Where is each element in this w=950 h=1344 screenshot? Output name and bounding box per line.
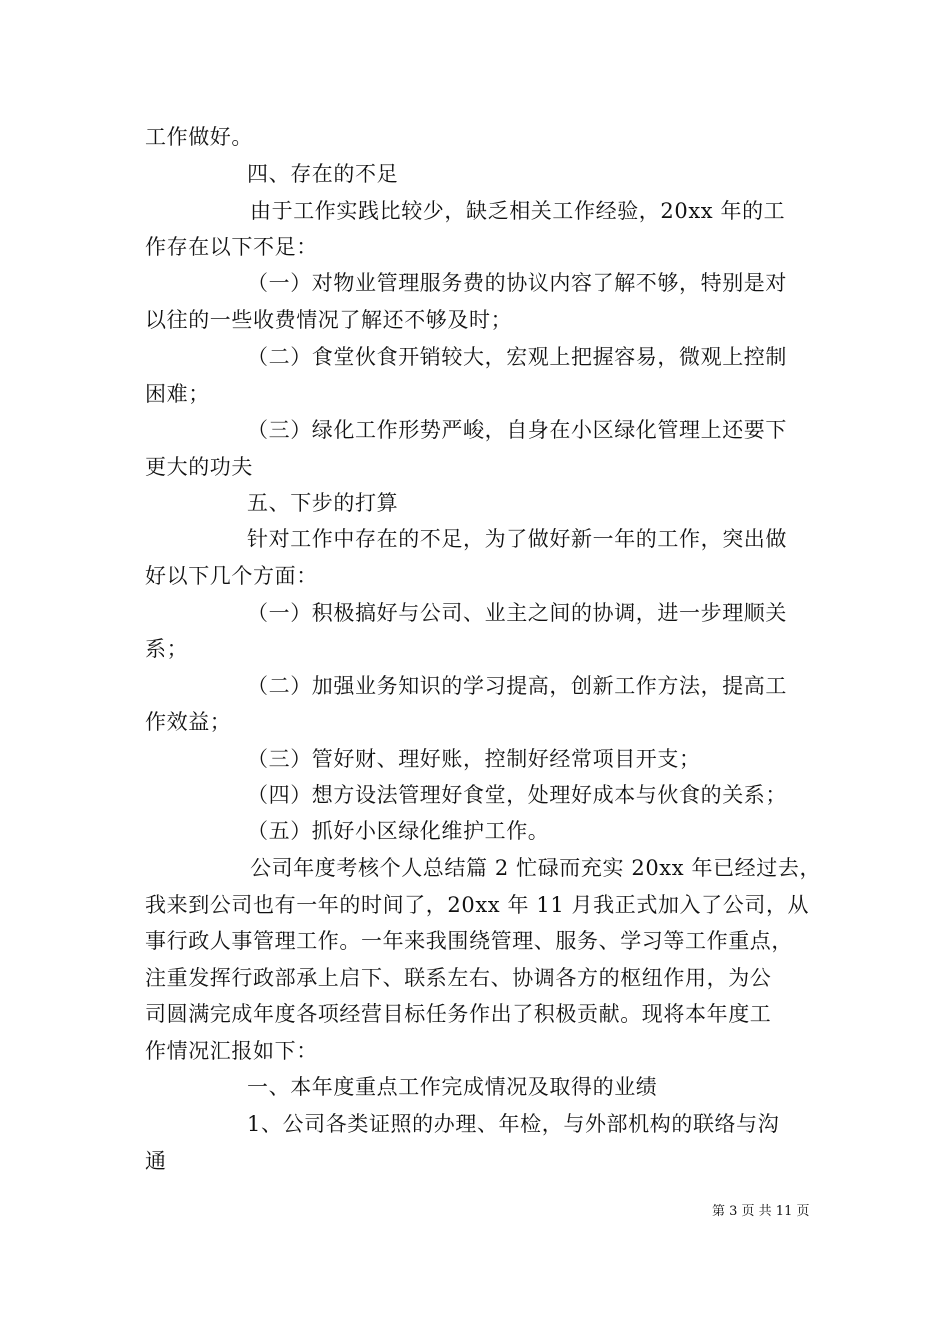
text-line: 工作做好。: [145, 125, 253, 149]
list-item: （三）管好财、理好账，控制好经常项目开支；: [247, 747, 701, 771]
text-line: 事行政人事管理工作。一年来我围绕管理、服务、学习等工作重点，: [145, 929, 793, 953]
text-line: 系；: [145, 637, 189, 661]
page-number-footer: 第 3 页 共 11 页: [712, 1204, 810, 1219]
section-heading-deficiencies: 四、存在的不足: [247, 162, 399, 186]
list-item: （一）对物业管理服务费的协议内容了解不够，特别是对: [247, 271, 787, 295]
text-line: 针对工作中存在的不足，为了做好新一年的工作，突出做: [247, 527, 787, 551]
section-heading-next-steps: 五、下步的打算: [247, 491, 399, 515]
text-line: 我来到公司也有一年的时间了，20xx 年 11 月我正式加入了公司，从: [145, 893, 810, 917]
text-line: 通: [145, 1149, 167, 1173]
text-line: 公司年度考核个人总结篇 2 忙碌而充实 20xx 年已经过去，: [250, 856, 822, 880]
list-item: （二）食堂伙食开销较大，宏观上把握容易，微观上控制: [247, 345, 787, 369]
list-item: （五）抓好小区绿化维护工作。: [247, 819, 550, 843]
text-line: 好以下几个方面：: [145, 564, 318, 588]
text-line: 注重发挥行政部承上启下、联系左右、协调各方的枢纽作用，为公: [145, 966, 772, 990]
list-item: （三）绿化工作形势严峻，自身在小区绿化管理上还要下: [247, 418, 787, 442]
text-line: 司圆满完成年度各项经营目标任务作出了积极贡献。现将本年度工: [145, 1002, 772, 1026]
text-line: 作情况汇报如下：: [145, 1039, 318, 1063]
text-line: 由于工作实践比较少，缺乏相关工作经验，20xx 年的工: [250, 199, 786, 223]
section-heading-achievements: 一、本年度重点工作完成情况及取得的业绩: [247, 1075, 658, 1099]
text-line: 作存在以下不足：: [145, 235, 318, 259]
text-line: 困难；: [145, 382, 210, 406]
list-item: （二）加强业务知识的学习提高，创新工作方法，提高工: [247, 674, 787, 698]
text-line: 作效益；: [145, 710, 232, 734]
list-item: （四）想方设法管理好食堂，处理好成本与伙食的关系；: [247, 783, 787, 807]
text-line: 以往的一些收费情况了解还不够及时；: [145, 308, 513, 332]
text-line: 更大的功夫: [145, 455, 253, 479]
list-item: （一）积极搞好与公司、业主之间的协调，进一步理顺关: [247, 601, 787, 625]
text-line: 1、公司各类证照的办理、年检，与外部机构的联络与沟: [247, 1112, 780, 1136]
